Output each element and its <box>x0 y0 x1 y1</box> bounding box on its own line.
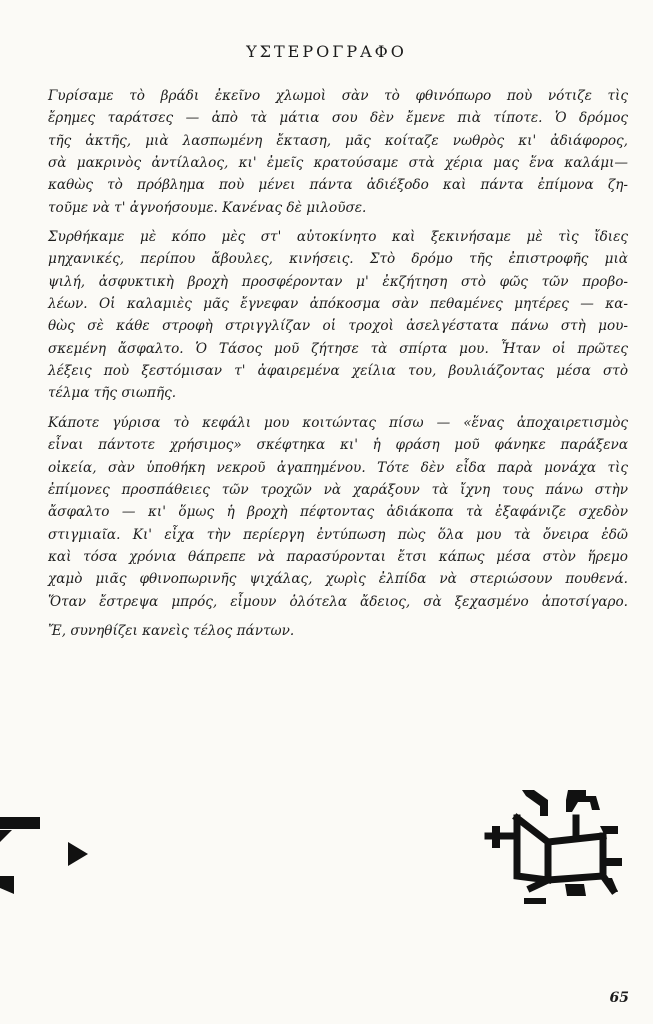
text-line: ἄσφαλτο — κι' ὅμως ἡ βροχὴ πέφτοντας ἀδιάκοπα τὰ ἐξαφάνιζε σχεδὸν <box>48 504 628 521</box>
text-line: τοῦμε νὰ τ' ἀγνοήσουμε. Κανένας δὲ μιλοῦσε. <box>48 199 367 216</box>
text-line: οἰκεία, σὰν ὑποθήκη νεκροῦ ἀγαπημένου. Τότε δὲν εἶδα παρὰ μονάχα τὶς <box>48 459 628 476</box>
text-line: Κάποτε γύρισα τὸ κεφάλι μου κοιτώντας πίσω — «ἕνας ἀποχαιρετισμὸς <box>48 414 628 431</box>
left-angle-shape <box>0 830 12 842</box>
paragraph-2 <box>48 226 628 405</box>
text-line: τῆς ἀκτῆς, μιὰ λασπωμένη ἔκταση, μᾶς κοίταζε νωθρὸς κι' ἀδιάφορος, <box>48 132 628 149</box>
right-triangle-shape <box>68 842 88 866</box>
page-title: ΥΣΤΕΡΟΓΡΑΦΟ <box>246 42 407 61</box>
left-arrow-shape <box>0 817 40 829</box>
text-line: θὼς σὲ κάθε στροφὴ στριγγλίζαν οἱ τροχοὶ ἀσελγέστατα πάνω στὴ μου- <box>48 318 628 335</box>
paragraph-3 <box>48 412 628 613</box>
text-line: ἐπίμονες προσπάθειες τῶν τροχῶν νὰ χαράξουν τὰ ἴχνη τους πάνω στὴν <box>48 481 628 498</box>
text-line: καθὼς τὸ πρόβλημα ποὺ μένει πάντα ἀδιέξοδο καὶ πάντα ἐπίμονα ζη- <box>48 177 628 194</box>
text-line: τέλμα τῆς σιωπῆς. <box>48 385 177 402</box>
text-line: σὰ μακρινὸς ἀντίλαλος, κι' ἐμεῖς κρατούσαμε στὰ χέρια μας ἕνα καλάμι— <box>48 155 628 172</box>
cube-fragments-icon <box>492 790 622 904</box>
text-line: Συρθήκαμε μὲ κόπο μὲς στ' αὐτοκίνητο καὶ ξεκινήσαμε μὲ τὶς ἴδιες <box>48 229 628 246</box>
story-text <box>48 85 628 642</box>
text-line: Γυρίσαμε τὸ βράδι ἐκεῖνο χλωμοὶ σὰν τὸ φθινόπωρο ποὺ νότιζε τὶς <box>48 88 628 104</box>
text-line: μηχανικές, περίπου ἄβουλες, κινήσεις. Στὸ δρόμο τῆς ἐπιστροφῆς μιὰ <box>48 251 628 268</box>
text-line: καὶ τόσα χρόνια θάπρεπε νὰ παρασύρονται ἔτσι κάπως μέσα στὸν ἥρεμο <box>48 548 628 565</box>
text-line: Ἔ, συνηθίζει κανεὶς τέλος πάντων. <box>48 622 295 639</box>
text-line: Ὅταν ἔστρεψα μπρός, εἶμουν ὁλότελα ἄδειος, σὰ ξεχασμένο ἀποτσίγαρο. <box>48 593 628 610</box>
text-line: ψιλή, ἀσφυκτικὴ βροχὴ προσφέρονταν μ' ἐκζήτηση στὸ φῶς τῶν προβο- <box>48 273 628 290</box>
left-pointer-shape <box>0 876 14 894</box>
text-line: ἔρημες ταράτσες — ἀπὸ τὰ μάτια σου δὲν ἔμενε πιὰ τίποτε. Ὁ δρόμος <box>48 110 628 127</box>
page-number: 65 <box>609 990 629 1006</box>
paragraph-1 <box>48 85 628 219</box>
text-line: λέων. Οἱ καλαμιὲς μᾶς ἔγνεφαν ἀπόκοσμα σὰν πεθαμένες μητέρες — κα- <box>48 296 628 313</box>
text-line: στιγμιαῖα. Κι' εἶχα τὴν περίεργη ἐντύπωση πὼς ὅλα μου τὰ ὄνειρα ἐδῶ <box>48 526 628 543</box>
cube-drawing-icon <box>488 818 613 890</box>
text-line: σκεμένη ἄσφαλτο. Ὁ Τάσος μοῦ ζήτησε τὰ σπίρτα μου. Ἦταν οἱ πρῶτες <box>48 340 628 357</box>
paragraph-4 <box>48 620 628 642</box>
text-line: εἶναι πάντοτε χρήσιμος» σκέφτηκα κι' ἡ φράση μοῦ φάνηκε παράξενα <box>48 437 628 454</box>
text-line: χαμὸ μιᾶς φθινοπωρινῆς ψιχάλας, χωρὶς ἐλπίδα νὰ στεριώσουν πουθενά. <box>48 571 628 588</box>
text-line: λέξεις ποὺ ξεστόμισαν τ' ἀφαιρεμένα χείλια του, βουλιάζοντας μέσα στὸ <box>48 363 628 380</box>
